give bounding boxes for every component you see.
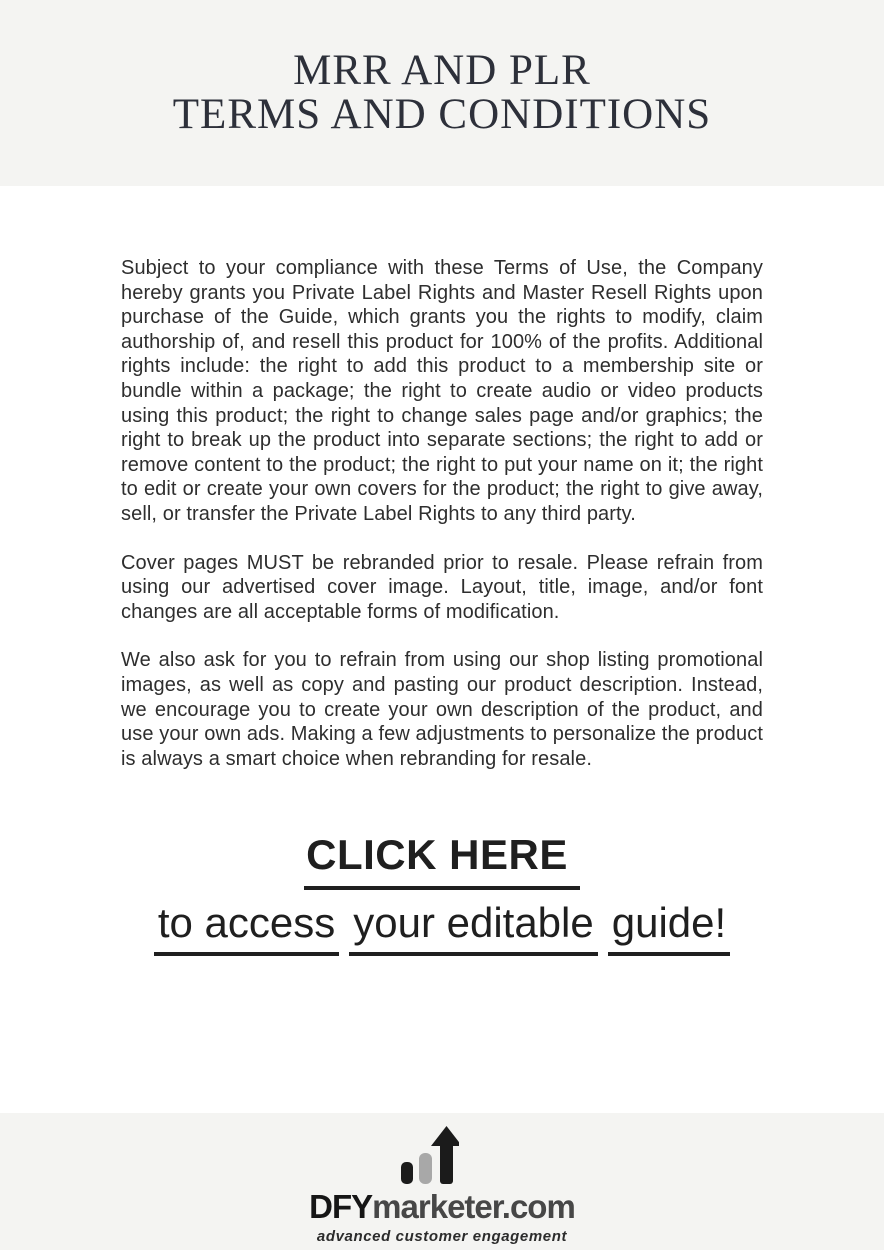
- cta-subtitle-segment[interactable]: your editable: [349, 899, 598, 956]
- page-title: [173, 49, 711, 137]
- footer-band: [0, 1113, 884, 1250]
- brand-suffix: marketer.com: [372, 1188, 575, 1225]
- terms-content: [0, 256, 884, 956]
- brand-tagline: advanced customer engagement: [316, 1228, 568, 1245]
- growth-bars-up-arrow-icon: [399, 1126, 459, 1189]
- cta-block: [121, 831, 763, 956]
- cta-subtitle-segment[interactable]: guide!: [608, 899, 730, 956]
- cta-subtitle-segment[interactable]: to access: [154, 899, 339, 956]
- terms-paragraph-rights: Subject to your compliance with these Terms of Use, the Company hereby grants you Private Label Rights and Master Resell Rights upon purchase of the Guide, which grants you the rights to modify, claim authorship of, and resell this product for 100% of the profits. Additional rights include: the right to add this product to a membership site or bundle within a package; the right to create audio or video products using this product; the right to change sales page and/or graphics; the right to break up the product into separate sections; the right to add or remove content to the product; the right to put your name on it; the right to edit or create your own covers for the product; the right to give away, sell, or transfer the Private Label Rights to any third party.: [121, 257, 763, 525]
- terms-paragraph-promotional: We also ask for you to refrain from using our shop listing promotional images, as well as copy and pasting our product description. Instead, we encourage you to create your own description of the product, and use your own ads. Making a few adjustments to personalize the product is always a smart choice when rebranding for resale.: [121, 649, 763, 770]
- header-band: [0, 0, 884, 186]
- terms-paragraph-rebranding: Cover pages MUST be rebranded prior to resale. Please refrain from using our advertised cover image. Layout, title, image, and/or font changes are all acceptable forms of modification.: [121, 551, 763, 623]
- cta-subtitle-link[interactable]: [121, 899, 763, 956]
- page-title-line-1: MRR AND PLR: [293, 47, 591, 94]
- page-title-line-2: TERMS AND CONDITIONS: [172, 91, 712, 138]
- click-here-link[interactable]: CLICK HERE: [304, 831, 580, 890]
- brand-wordmark: [309, 1190, 575, 1223]
- brand-prefix: DFY: [309, 1188, 373, 1225]
